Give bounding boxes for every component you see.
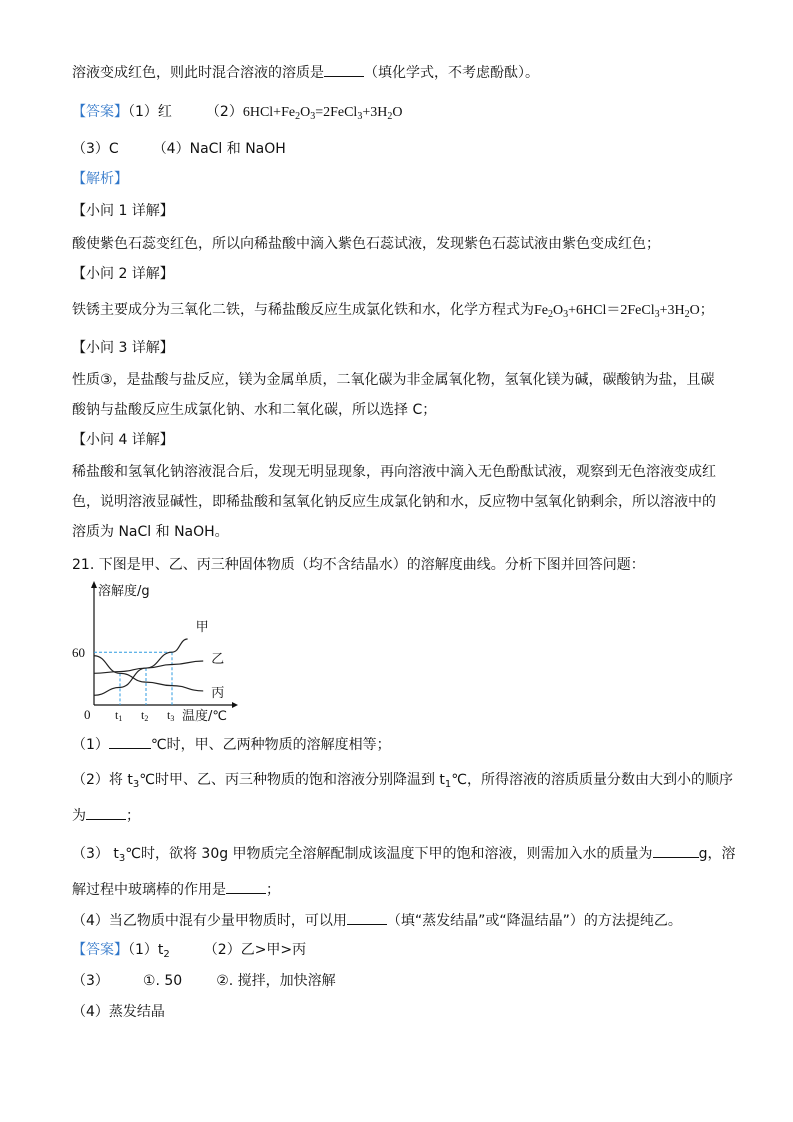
y-axis-label: 溶解度/g bbox=[98, 584, 150, 599]
curve-甲 bbox=[94, 639, 188, 695]
analysis-tag: 【解析】 bbox=[72, 171, 128, 187]
q20-ans2-formula: $6HCl+Fe_2O_3=2FeCl_3+3H_2O$ bbox=[242, 105, 403, 122]
sub2-formula: $Fe_2O_3+6HCl=2FeCl_3+3H_2O$ bbox=[534, 303, 700, 320]
x-axis-label: 温度/℃ bbox=[182, 709, 227, 724]
curve-乙 bbox=[94, 661, 203, 673]
sub3-line-2: 酸钠与盐酸反应生成氯化钠、水和二氧化碳，所以选择 C； bbox=[72, 402, 437, 418]
q21-blank-3a[interactable] bbox=[653, 843, 699, 858]
q21-part-3: （3） $t_3℃$时，欲将 30g 甲物质完全溶解配制成该温度下甲的饱和溶液，则需加入水的质量为 g，溶 bbox=[72, 843, 733, 864]
q20-blank[interactable] bbox=[324, 62, 364, 77]
sub4-title: 【小问 4 详解】 bbox=[72, 432, 174, 448]
series-label-甲: 甲 bbox=[195, 620, 209, 635]
origin-label: 0 bbox=[84, 707, 91, 722]
q21-answer-line-3: （4）蒸发结晶 bbox=[72, 1004, 165, 1020]
sub1-title: 【小问 1 详解】 bbox=[72, 203, 174, 219]
x-tick-t1: t1 bbox=[115, 708, 123, 723]
q20-answer-line-2: （3）C （4）NaCl 和 NaOH bbox=[72, 141, 286, 157]
chart-curves bbox=[94, 639, 203, 695]
sub4-line-2: 色，说明溶液显碱性，即稀盐酸和氢氧化钠反应生成氯化钠和水，反应物中氢氧化钠剩余，所以溶液中的 bbox=[72, 494, 716, 510]
chart-labels bbox=[72, 583, 227, 724]
series-label-乙: 乙 bbox=[211, 652, 225, 667]
q21-part-3-cont: 解过程中玻璃棒的作用是 ； bbox=[72, 879, 733, 900]
sub1-text: 酸使紫色石蕊变红色，所以向稀盐酸中滴入紫色石蕊试液，发现紫色石蕊试液由紫色变成红色； bbox=[72, 236, 660, 252]
q21-blank-2[interactable] bbox=[86, 805, 126, 820]
q21-part-2-cont: 为 ； bbox=[72, 805, 733, 826]
q21-stem: 21. 下图是甲、乙、丙三种固体物质（均不含结晶水）的溶解度曲线。分析下图并回答问题： bbox=[72, 557, 645, 573]
x-axis-arrow bbox=[232, 702, 238, 708]
sub4-line-1: 稀盐酸和氢氧化钠溶液混合后，发现无明显现象，再向溶液中滴入无色酚酞试液，观察到无色溶液变成红 bbox=[72, 464, 716, 480]
x-tick-t2: t2 bbox=[141, 708, 149, 723]
sub2-text: 铁锈主要成分为三氧化二铁，与稀盐酸反应生成氯化铁和水，化学方程式为$Fe_2O_3+6HCl=2FeCl_3+3H_2O$； bbox=[72, 302, 714, 320]
answer-tag: 【答案】 bbox=[72, 104, 128, 120]
x-tick-t3: t3 bbox=[167, 708, 175, 723]
y-axis-arrow bbox=[91, 581, 97, 588]
q20-answer-line-1: 【答案】（1）红 $(2)6HCl+Fe_2O_3=2FeCl_3+3H_2O$ bbox=[72, 104, 403, 122]
sub2-title: 【小问 2 详解】 bbox=[72, 266, 174, 282]
q21-answer-line-1: 【答案】$(1)t_2$ （2）乙>甲>丙 bbox=[72, 942, 307, 960]
solubility-chart bbox=[72, 578, 242, 724]
answer-tag: 【答案】 bbox=[72, 942, 128, 958]
q21-part-2: （2）将 $t_3℃$时甲、乙、丙三种物质的饱和溶液分别降温到 $t_1℃$，所得溶液的溶质质量分数由大到小的顺序 bbox=[72, 772, 734, 790]
q21-part-1: （1） ℃时，甲、乙两种物质的溶解度相等； bbox=[72, 734, 733, 755]
sub3-line-1: 性质③，是盐酸与盐反应，镁为金属单质，二氧化碳为非金属氧化物，氢氧化镁为碱，碳酸钠为盐，且碳 bbox=[72, 372, 715, 388]
q21-blank-3b[interactable] bbox=[226, 879, 266, 894]
curve-丙 bbox=[94, 656, 203, 691]
q20-stem-tail: 溶液变成红色，则此时混合溶液的溶质是 （填化学式，不考虑酚酞）。 bbox=[72, 62, 733, 83]
sub4-line-3: 溶质为 NaCl 和 NaOH。 bbox=[72, 524, 229, 540]
q21-blank-4[interactable] bbox=[347, 910, 387, 925]
q21-answer-line-2: （3） ①. 50 ②. 搅拌，加快溶解 bbox=[72, 973, 336, 989]
q21-part-4: （4）当乙物质中混有少量甲物质时，可以用 （填“蒸发结晶”或“降温结晶”）的方法提纯乙。 bbox=[72, 910, 733, 931]
sub3-title: 【小问 3 详解】 bbox=[72, 340, 174, 356]
y-tick-60: 60 bbox=[72, 645, 85, 661]
q21-blank-1[interactable] bbox=[109, 734, 151, 749]
series-label-丙: 丙 bbox=[211, 685, 225, 701]
